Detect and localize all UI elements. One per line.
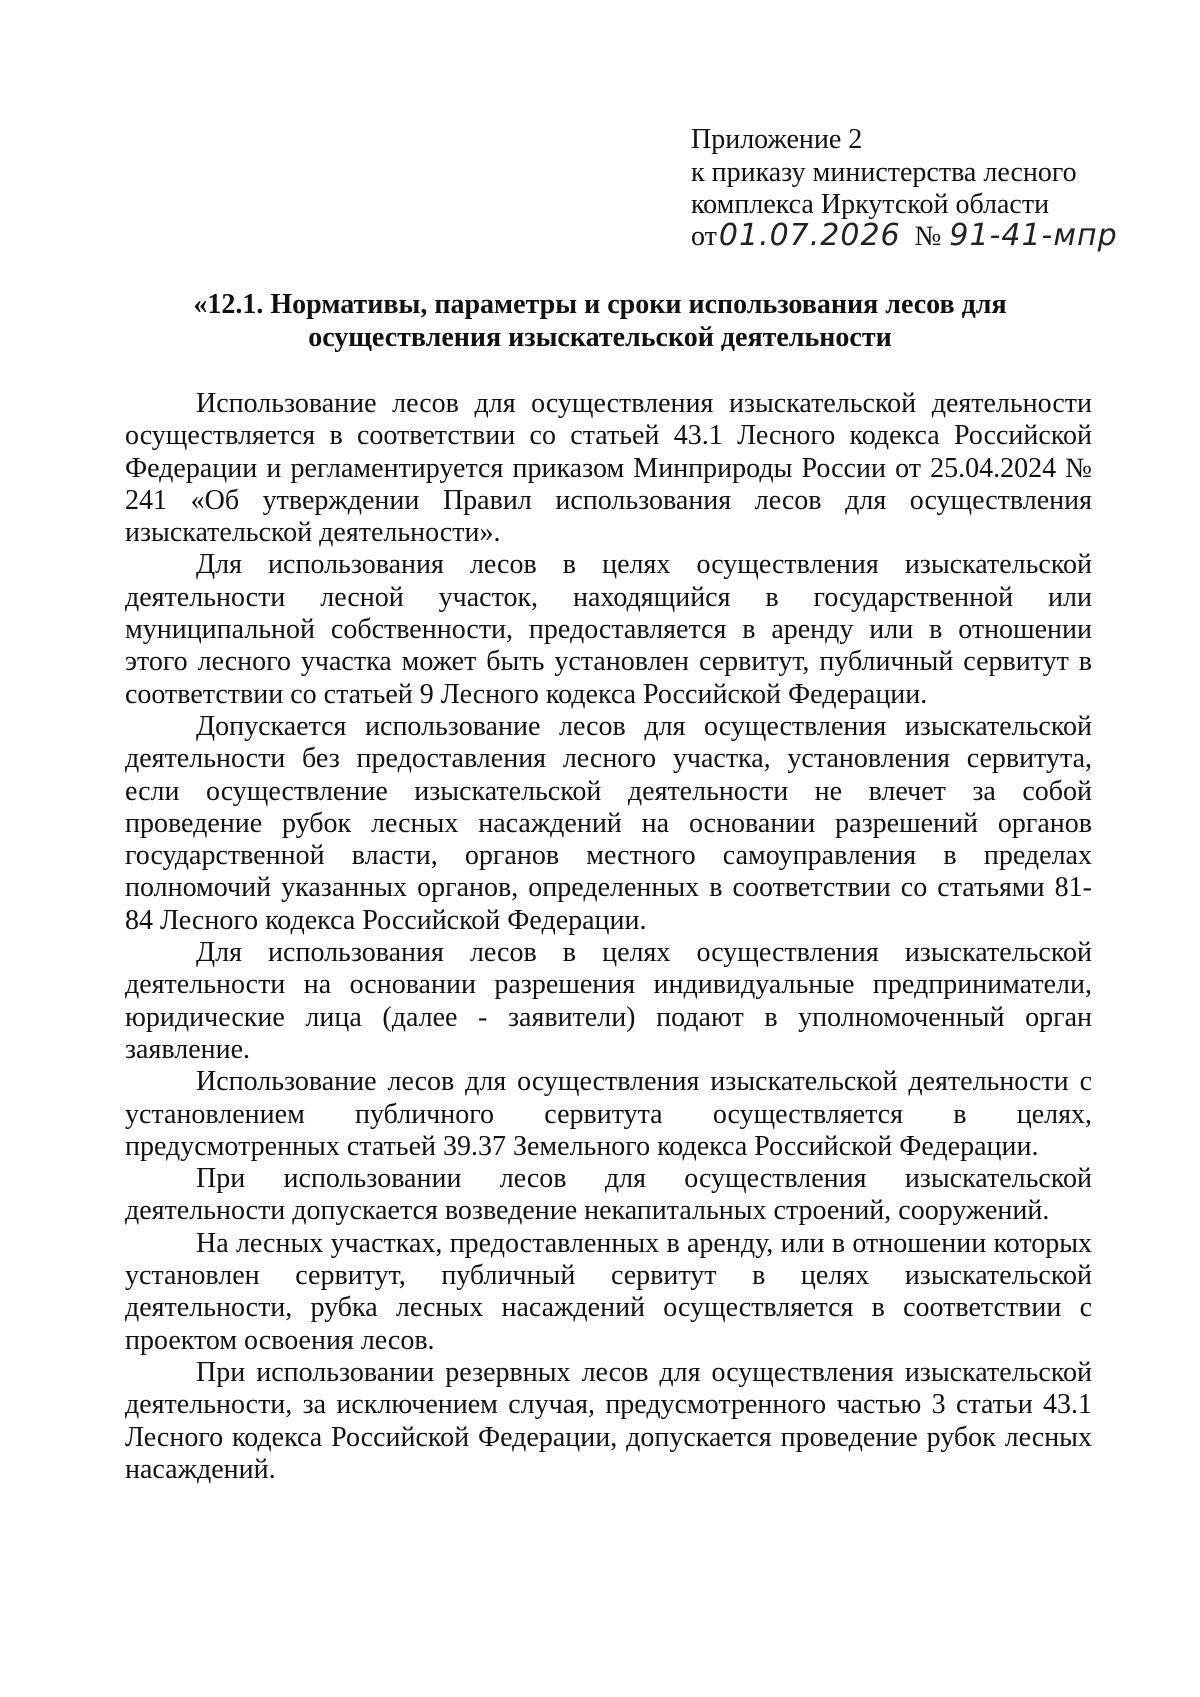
paragraph: Для использования лесов в целях осуществления изыскательской деятельности лесной участок, находящийся в государственной или муниципальной собственности, предоставляется в аренду или в отношении этого лесного участка может быть установлен сервитут, публичный сервитут в соответствии со статьей 9 Лесного кодекса Российской Федерации. [125,549,1092,710]
section-heading [120,288,1080,354]
paragraph: На лесных участках, предоставленных в аренду, или в отношении которых установлен сервитут, публичный сервитут в целях изыскательской деятельности, рубка лесных насаждений осуществляется в соответствии с проектом освоения лесов. [125,1227,1092,1356]
annex-date-prefix: от [691,220,717,252]
paragraph: Использование лесов для осуществления изыскательской деятельности с установлением публичного сервитута осуществляется в целях, предусмотренных статьей 39.37 Земельного кодекса Российской Федерации. [125,1066,1092,1162]
annex-order-line: к приказу министерства лесного [691,156,1077,188]
paragraph: При использовании лесов для осуществления изыскательской деятельности допускается возведение некапитальных строений, сооружений. [125,1163,1092,1227]
paragraph: При использовании резервных лесов для осуществления изыскательской деятельности, за исключением случая, предусмотренного частью 3 статьи 43.1 Лесного кодекса Российской Федерации, допускается проведение рубок лесных насаждений. [125,1356,1092,1485]
paragraph: Допускается использование лесов для осуществления изыскательской деятельности без предоставления лесного участка, установления сервитута, если осуществление изыскательской деятельности не влечет за собой проведение рубок лесных насаждений на основании разрешений органов государственной власти, органов местного самоуправления в пределах полномочий указанных органов, определенных в соответствии со статьями 81-84 Лесного кодекса Российской Федерации. [125,710,1092,936]
annex-date-number-line [691,217,1131,254]
section-heading-line-2: осуществления изыскательской деятельности [308,322,892,353]
number-sign: № [914,220,942,252]
handwritten-date: 01.07.2026 [718,217,901,253]
handwritten-order-number: 91-41-мпр [949,217,1118,253]
annex-block [691,124,1131,253]
paragraph: Для использования лесов в целях осуществления изыскательской деятельности на основании разрешения индивидуальные предприниматели, юридические лица (далее - заявители) подают в уполномоченный орган заявление. [125,937,1092,1065]
annex-ministry-line: комплекса Иркутской области [691,189,1050,220]
body-text [125,388,1092,1486]
paragraph: Использование лесов для осуществления изыскательской деятельности осуществляется в соответствии со статьей 43.1 Лесного кодекса Российской Федерации и регламентируется приказом Минприроды России от 25.04.2024 № 241 «Об утверждении Правил использования лесов для осуществления изыскательской деятельности». [125,388,1092,549]
annex-title: Приложение 2 [691,124,863,155]
section-heading-line-1: «12.1. Нормативы, параметры и сроки использования лесов для [193,289,1007,320]
